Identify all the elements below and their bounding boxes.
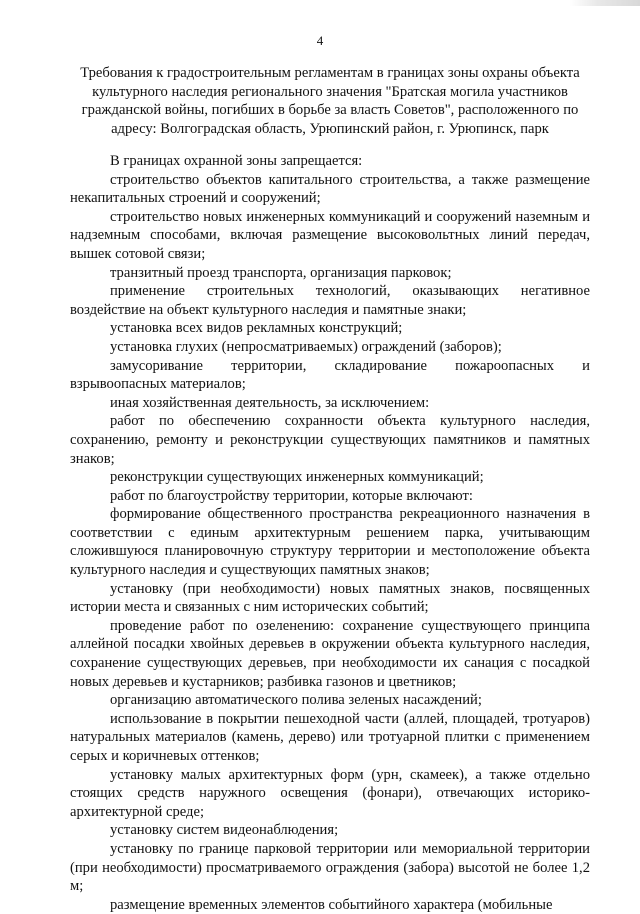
paragraph: реконструкции существующих инженерных коммуникаций; (110, 469, 484, 486)
paragraph: работ по благоустройству территории, которые включают: (110, 487, 473, 504)
paragraph: установку по границе парковой территории или мемориальной территории (при необходимости) просматриваемого ограждения (забора) высотой не более 1,2 м; (70, 840, 590, 895)
paragraph: строительство новых инженерных коммуникаций и сооружений наземным и надземным способами, включая размещение высоковольтных линий передач, вышек сотовой связи; (70, 208, 590, 262)
paragraph: установку систем видеонаблюдения; (110, 822, 339, 839)
document-body (70, 152, 590, 914)
paragraph: установку малых архитектурных форм (урн, скамеек), а также отдельно стоящих средств наружного освещения (фонари), отвечающих историко-архитектурной среде; (70, 766, 590, 820)
paragraph: организацию автоматического полива зеленых насаждений; (110, 692, 482, 709)
paragraph: работ по обеспечению сохранности объекта культурного наследия, сохранению, ремонту и реконструкции существующих памятников и памятных знаков; (70, 413, 590, 467)
paragraph: установку (при необходимости) новых памятных знаков, посвященных истории места и связанных с ним исторических событий; (70, 580, 590, 616)
scan-corner-mark (570, 0, 640, 6)
paragraph: установка глухих (непросматриваемых) ограждений (заборов); (110, 338, 502, 355)
paragraph: проведение работ по озеленению: сохранение существующего принципа аллейной посадки хвойных деревьев в окружении объекта культурного наследия, сохранение существующих деревьев, при необходимости их санация с посадкой новых деревьев и кустарников; разбивка газонов и цветников; (70, 617, 590, 690)
paragraph: формирование общественного пространства рекреационного назначения в соответствии с единым архитектурным решением парка, учитывающим сложившуюся планировочную структуру территории и местоположение объекта культурного наследия и существующих памятных знаков; (70, 506, 590, 579)
paragraph: замусоривание территории, складирование пожароопасных и взрывоопасных материалов; (70, 357, 590, 393)
paragraph: транзитный проезд транспорта, организация парковок; (110, 264, 452, 281)
paragraph: применение строительных технологий, оказывающих негативное воздействие на объект культурного наследия и памятные знаки; (70, 283, 590, 318)
paragraph: иная хозяйственная деятельность, за исключением: (110, 394, 430, 411)
document-title: Требования к градостроительным регламентам в границах зоны охраны объекта культурного наследия регионального значения "Братская могила участников гражданской войны, погибших в борьбе за власть Советов", расположенного по адресу: Волгоградская область, Урюпинский район, г. Урюпинск, парк (80, 65, 580, 137)
paragraph: использование в покрытии пешеходной части (аллей, площадей, тротуаров) натуральных материалов (камень, дерево) или тротуарной плитки с применением серых и коричневых оттенков; (70, 710, 590, 764)
paragraph: В границах охранной зоны запрещается: (110, 153, 363, 169)
paragraph: строительство объектов капитального строительства, а также размещение некапитальных строений и сооружений; (70, 171, 590, 207)
paragraph: установка всех видов рекламных конструкций; (110, 320, 403, 337)
paragraph: размещение временных элементов событийного характера (мобильные (110, 896, 553, 913)
page-number: 4 (316, 33, 324, 48)
